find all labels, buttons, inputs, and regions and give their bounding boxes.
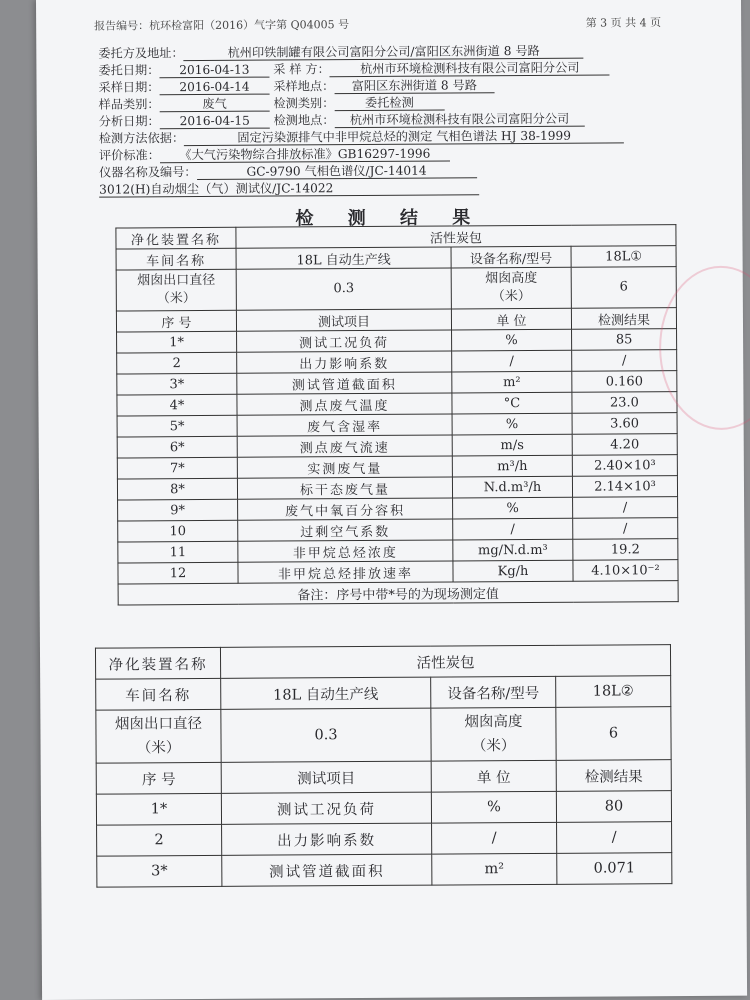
- cell-item: 测点废气温度: [237, 393, 452, 415]
- sample-type: 废气: [160, 97, 270, 113]
- cell-item: 非甲烷总烃排放速率: [238, 561, 453, 583]
- meta-method: 检测方法依据： 固定污染源排气中非甲烷总烃的测定 气相色谱法 HJ 38-1999: [99, 127, 659, 147]
- cell-item: 实测废气量: [237, 456, 452, 478]
- table-row: [97, 853, 672, 888]
- cell-result: 80: [556, 791, 671, 823]
- height-label: 烟囱高度 （米）: [431, 707, 556, 761]
- table-note: 备注：序号中带*号的为现场测定值: [118, 581, 678, 605]
- meta-instrument: 仪器名称及编号： GC-9790 气相色谱仪/JC-14014: [99, 161, 659, 181]
- cell-result: /: [573, 518, 678, 540]
- device-label: 净化装置名称: [95, 647, 220, 679]
- cell-unit: m²: [452, 371, 572, 393]
- cell-unit: %: [431, 791, 556, 823]
- cell-item: 测试管道截面积: [222, 854, 432, 886]
- device-value: 活性炭包: [220, 645, 670, 679]
- height-value: 6: [556, 707, 671, 761]
- cell-no: 6*: [117, 436, 237, 458]
- table-row: [97, 822, 672, 857]
- page-number: 第 3 页 共 4 页: [585, 16, 662, 30]
- workshop-label: 车间名称: [96, 678, 221, 710]
- cell-result: /: [557, 822, 672, 854]
- report-page: [36, 0, 747, 1000]
- sampling-date: 2016-04-14: [159, 80, 269, 96]
- equip-label: 设备名称/型号: [451, 246, 571, 268]
- meta-instrument-2: [99, 178, 659, 198]
- method-value: 固定污染源排气中非甲烷总烃的测定 气相色谱法 HJ 38-1999: [184, 128, 624, 146]
- cell-result: 4.10×10⁻²: [573, 560, 678, 582]
- cell-item: 测试工况负荷: [221, 792, 431, 824]
- cell-item: 出力影响系数: [222, 823, 432, 855]
- cell-result: 0.160: [572, 371, 677, 393]
- meta-sampling: 采样日期： 2016-04-14 采样地点： 富阳区东洲街道 8 号路: [98, 76, 658, 96]
- table2-body: [96, 791, 672, 888]
- diameter-label: 烟囱出口直径 （米）: [96, 709, 221, 763]
- cell-no: 8*: [117, 478, 237, 500]
- cell-unit: N.d.m³/h: [452, 476, 572, 498]
- table-row: [96, 791, 671, 826]
- col-no: 序 号: [96, 762, 221, 794]
- cell-unit: mg/N.d.m³: [453, 539, 573, 561]
- device-value: 活性炭包: [236, 225, 676, 249]
- results-table-1: [115, 224, 678, 605]
- test-site: 杭州市环境检测科技有限公司富阳分公司: [334, 112, 584, 129]
- cell-unit: m/s: [452, 434, 572, 456]
- meta-client: 委托方及地址： 杭州印铁制罐有限公司富阳分公司/富阳区东洲街道 8 号路: [98, 42, 658, 62]
- cell-item: 废气中氧百分容积: [238, 498, 453, 520]
- meta-sample-type: 样品类别： 废气 检测类别： 委托检测: [99, 93, 659, 113]
- cell-item: 过剩空气系数: [238, 519, 453, 541]
- cell-item: 出力影响系数: [237, 351, 452, 373]
- cell-no: 10: [118, 520, 238, 542]
- cell-result: 2.40×10³: [572, 455, 677, 477]
- cell-item: 废气含湿率: [237, 414, 452, 436]
- col-unit: 单 位: [451, 308, 571, 330]
- workshop-value: 18L 自动生产线: [221, 677, 431, 709]
- cell-unit: Kg/h: [453, 560, 573, 582]
- cell-unit: /: [452, 350, 572, 372]
- cell-result: 0.071: [557, 853, 672, 885]
- col-unit: 单 位: [431, 760, 556, 792]
- equip-value: 18L②: [556, 676, 671, 708]
- sampler-value: 杭州市环境检测科技有限公司富阳分公司: [330, 60, 610, 77]
- cell-item: 测点废气流速: [237, 435, 452, 457]
- cell-no: 1*: [96, 793, 221, 825]
- cell-item: 测试管道截面积: [237, 372, 452, 394]
- cell-unit: /: [453, 518, 573, 540]
- cell-unit: %: [452, 413, 572, 435]
- cell-result: 23.0: [572, 392, 677, 414]
- cell-result: 2.14×10³: [572, 476, 677, 498]
- equip-value: 18L①: [571, 246, 676, 268]
- meta-analysis: 分析日期： 2016-04-15 检测地点： 杭州市环境检测科技有限公司富阳分公司: [99, 110, 659, 130]
- table1-body: [117, 329, 679, 584]
- meta-commission: 委托日期： 2016-04-13 采 样 方： 杭州市环境检测科技有限公司富阳分公司: [98, 59, 658, 79]
- cell-result: 85: [572, 329, 677, 351]
- cell-no: 7*: [117, 457, 237, 479]
- cell-unit: /: [432, 822, 557, 854]
- results-table-2: [95, 644, 672, 888]
- height-label: 烟囱高度 （米）: [451, 267, 571, 309]
- results-title: 检 测 结 果: [295, 207, 485, 230]
- commission-date: 2016-04-13: [159, 63, 269, 79]
- cell-unit: %: [452, 329, 572, 351]
- cell-item: 非甲烷总烃浓度: [238, 540, 453, 562]
- analysis-date: 2016-04-15: [160, 114, 270, 130]
- instrument-2: 3012(H)自动烟尘（气）测试仪/JC-14022: [99, 180, 479, 197]
- cell-unit: m²: [432, 853, 557, 885]
- cell-no: 5*: [117, 415, 237, 437]
- cell-unit: %: [453, 497, 573, 519]
- standard-value: 《大气污染物综合排放标准》GB16297-1996: [160, 146, 450, 163]
- device-label: 净化装置名称: [116, 227, 236, 249]
- report-meta: [98, 42, 659, 198]
- test-type: 委托检测: [334, 96, 444, 112]
- cell-unit: m³/h: [452, 455, 572, 477]
- cell-no: 2: [97, 824, 222, 856]
- cell-no: 11: [118, 541, 238, 563]
- col-item: 测试项目: [236, 309, 451, 331]
- client-value: 杭州印铁制罐有限公司富阳分公司/富阳区东洲街道 8 号路: [184, 44, 584, 61]
- cell-no: 3*: [117, 373, 237, 395]
- instrument-1: GC-9790 气相色谱仪/JC-14014: [197, 163, 477, 180]
- cell-no: 1*: [117, 331, 237, 353]
- cell-no: 9*: [118, 499, 238, 521]
- cell-result: 4.20: [572, 434, 677, 456]
- workshop-label: 车间名称: [116, 248, 236, 270]
- cell-no: 12: [118, 562, 238, 584]
- page-header: [94, 14, 661, 33]
- sampling-site: 富阳区东洲街道 8 号路: [334, 78, 494, 94]
- cell-item: 标干态废气量: [237, 477, 452, 499]
- cell-unit: °C: [452, 392, 572, 414]
- diameter-value: 0.3: [221, 708, 431, 762]
- report-number: 报告编号：杭环检富阳（2016）气字第 Q04005 号: [94, 18, 350, 33]
- col-no: 序 号: [116, 310, 236, 332]
- cell-no: 3*: [97, 855, 222, 887]
- diameter-label: 烟囱出口直径 （米）: [116, 269, 236, 311]
- cell-item: 测试工况负荷: [237, 330, 452, 352]
- col-result: 检测结果: [556, 760, 671, 792]
- cell-result: 3.60: [572, 413, 677, 435]
- cell-result: /: [572, 350, 677, 372]
- cell-result: 19.2: [573, 539, 678, 561]
- diameter-value: 0.3: [236, 268, 451, 310]
- cell-no: 4*: [117, 394, 237, 416]
- workshop-value: 18L 自动生产线: [236, 247, 451, 269]
- equip-label: 设备名称/型号: [431, 676, 556, 708]
- meta-standard: 评价标准： 《大气污染物综合排放标准》GB16297-1996: [99, 144, 659, 164]
- col-result: 检测结果: [571, 308, 676, 330]
- cell-result: /: [573, 497, 678, 519]
- height-value: 6: [571, 267, 676, 309]
- cell-no: 2: [117, 352, 237, 374]
- col-item: 测试项目: [221, 761, 431, 793]
